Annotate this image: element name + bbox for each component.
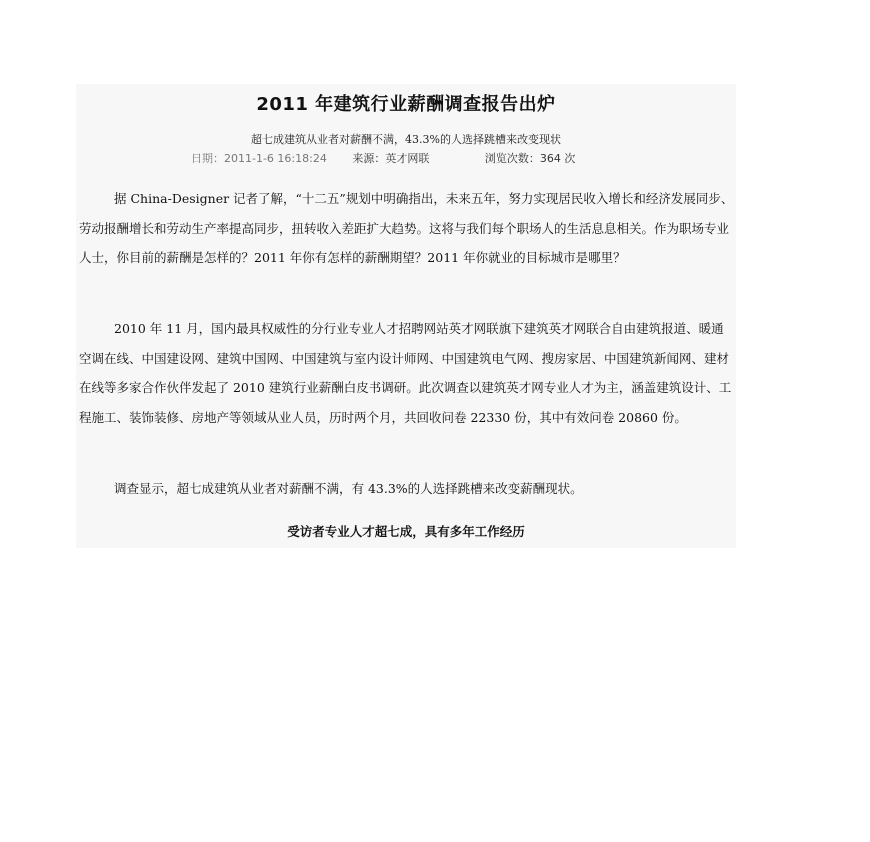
views-label: 浏览次数： bbox=[484, 152, 540, 165]
views-value: 364 bbox=[539, 152, 561, 165]
paragraph-findings: 调查显示，超七成建筑从业者对薪酬不满，有 43.3%的人选择跳槽来改变薪酬现状。 bbox=[114, 481, 583, 496]
article-subtitle: 超七成建筑从业者对薪酬不满，43.3%的人选择跳槽来改变现状 bbox=[251, 133, 561, 146]
paragraph-survey: 2010 年 11 月，国内最具权威性的分行业专业人才招聘网站英才网联旗下建筑英才网联合自由建筑报道、暖通空调在线、中国建设网、建筑中国网、中国建筑与室内设计师网、中国建筑电气网、搜房家居、中国建筑新闻网、建材在线等多家合作伙伴发起了 2010 建筑行业薪酬白皮书调研。此次调查以建筑英才网专业人才为主，涵盖建筑设计、工程施工、装饰装修、房地产等领域从业人员，历时两个月，共回收问卷 22330 份，其中有效问卷 20860 份。 bbox=[79, 321, 732, 425]
paragraph-intro: 据 China-Designer 记者了解，“十二五”规划中明确指出，未来五年，努力实现居民收入增长和经济发展同步、劳动报酬增长和劳动生产率提高同步，扭转收入差距扩大趋势。这将与我们每个职场人的生活息息相关。作为职场专业人士，你目前的薪酬是怎样的？2011 年你有怎样的薪酬期望？2011 年你就业的目标城市是哪里？ bbox=[79, 191, 734, 265]
date-label: 日期： bbox=[191, 152, 224, 165]
view-count bbox=[485, 150, 576, 166]
source: 来源：英才网联 bbox=[352, 152, 430, 165]
article-meta bbox=[191, 150, 575, 166]
publish-date bbox=[191, 150, 327, 166]
section-heading: 受访者专业人才超七成，具有多年工作经历 bbox=[287, 524, 525, 539]
article-title: 2011 年建筑行业薪酬调查报告出炉 bbox=[256, 94, 556, 115]
date-value: 2011-1-6 16:18:24 bbox=[224, 152, 327, 165]
views-unit: 次 bbox=[564, 152, 576, 165]
article-card bbox=[76, 84, 736, 548]
